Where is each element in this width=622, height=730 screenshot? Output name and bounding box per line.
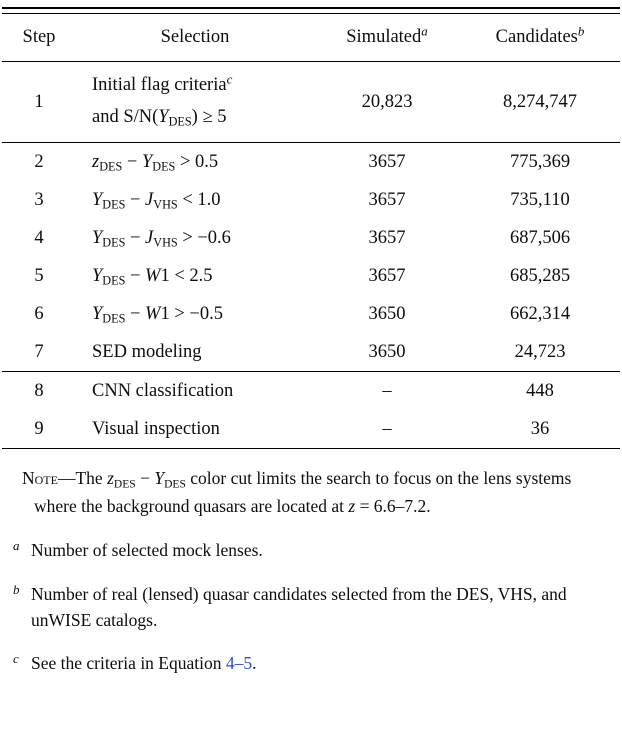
cell-step: 6 [34, 303, 44, 324]
cell-candidates: 775,369 [509, 151, 571, 172]
cell-step: 5 [34, 265, 44, 286]
cell-selection: $Y_{DES} - W1 > -0.5$ [92, 303, 223, 326]
table-header-row [2, 14, 620, 61]
table-row [2, 143, 620, 181]
header-cell-step: Step [22, 27, 56, 47]
footnote-marker: b [13, 581, 20, 597]
table-row [2, 181, 620, 219]
cell-candidates: 687,506 [509, 227, 571, 248]
cell-selection: Visual inspection [92, 418, 220, 439]
header-cell-simulated: Simulated$^a$ [346, 23, 428, 47]
table-row [2, 410, 620, 448]
cell-step: 8 [34, 380, 44, 401]
header-cell-selection: Selection [160, 27, 230, 47]
cell-selection: $Y_{DES} - J_{VHS} < 1.0$ [92, 189, 221, 212]
header-cell-candidates: Candidates$^b$ [495, 23, 585, 47]
cell-candidates: 662,314 [509, 303, 571, 324]
table-row [2, 257, 620, 295]
cell-step: 4 [34, 227, 44, 248]
cell-simulated: 3650 [368, 341, 406, 362]
cell-simulated: – [382, 418, 392, 439]
cell-simulated: 3657 [368, 265, 406, 286]
table-row [2, 372, 620, 410]
table-row [2, 219, 620, 257]
cell-candidates: 448 [526, 380, 554, 401]
cell-candidates: 735,110 [510, 189, 570, 210]
cell-step: 2 [34, 151, 44, 172]
note-label: Note [22, 468, 58, 488]
cell-simulated: 3650 [368, 303, 406, 324]
cell-step: 7 [34, 341, 44, 362]
footnote-marker: a [13, 538, 20, 554]
selection-table [2, 7, 620, 449]
table-note: Note—The $z_{DES} - Y_{DES}$ color cut limits the search to focus on the lens systems where the background quasars are located at z = 6.6–7.2. [22, 468, 572, 516]
cell-simulated: – [382, 380, 392, 401]
equation-link[interactable]: 4–5 [225, 653, 253, 674]
cell-step: 9 [34, 418, 44, 439]
cell-simulated: 3657 [368, 227, 406, 248]
cell-step: 3 [34, 189, 44, 210]
cell-selection: CNN classification [92, 380, 234, 401]
cell-simulated: 3657 [368, 189, 406, 210]
cell-candidates: 8,274,747 [503, 91, 577, 112]
table-row [2, 333, 620, 371]
table-row [2, 62, 620, 142]
cell-selection: $Y_{DES} - J_{VHS} > -0.6$ [92, 227, 231, 250]
cell-selection: $Y_{DES} - W1 < 2.5$ [92, 265, 213, 288]
footnote-c: c See the criteria in Equation 4–5. [13, 651, 257, 674]
cell-selection: SED modeling [92, 341, 202, 362]
cell-simulated: 3657 [368, 151, 406, 172]
cell-step: 1 [34, 91, 44, 112]
table-top-rule [2, 7, 620, 14]
footnote-b: b Number of real (lensed) quasar candidates selected from the DES, VHS, and unWISE catalogs. [13, 581, 567, 630]
cell-selection: Initial flag criteria$^c$ and $S/N(Y_{DES}) \ge 5$ [92, 71, 233, 129]
cell-selection: $z_{DES} - Y_{DES} > 0.5$ [92, 151, 219, 174]
footnote-marker: c [13, 651, 19, 667]
cell-candidates: 24,723 [514, 341, 566, 362]
cell-simulated: 20,823 [361, 91, 413, 112]
table-notes [2, 449, 620, 676]
cell-candidates: 36 [530, 418, 550, 439]
cell-candidates: 685,285 [509, 265, 571, 286]
table-row [2, 295, 620, 333]
footnote-a: a Number of selected mock lenses. [13, 538, 263, 561]
